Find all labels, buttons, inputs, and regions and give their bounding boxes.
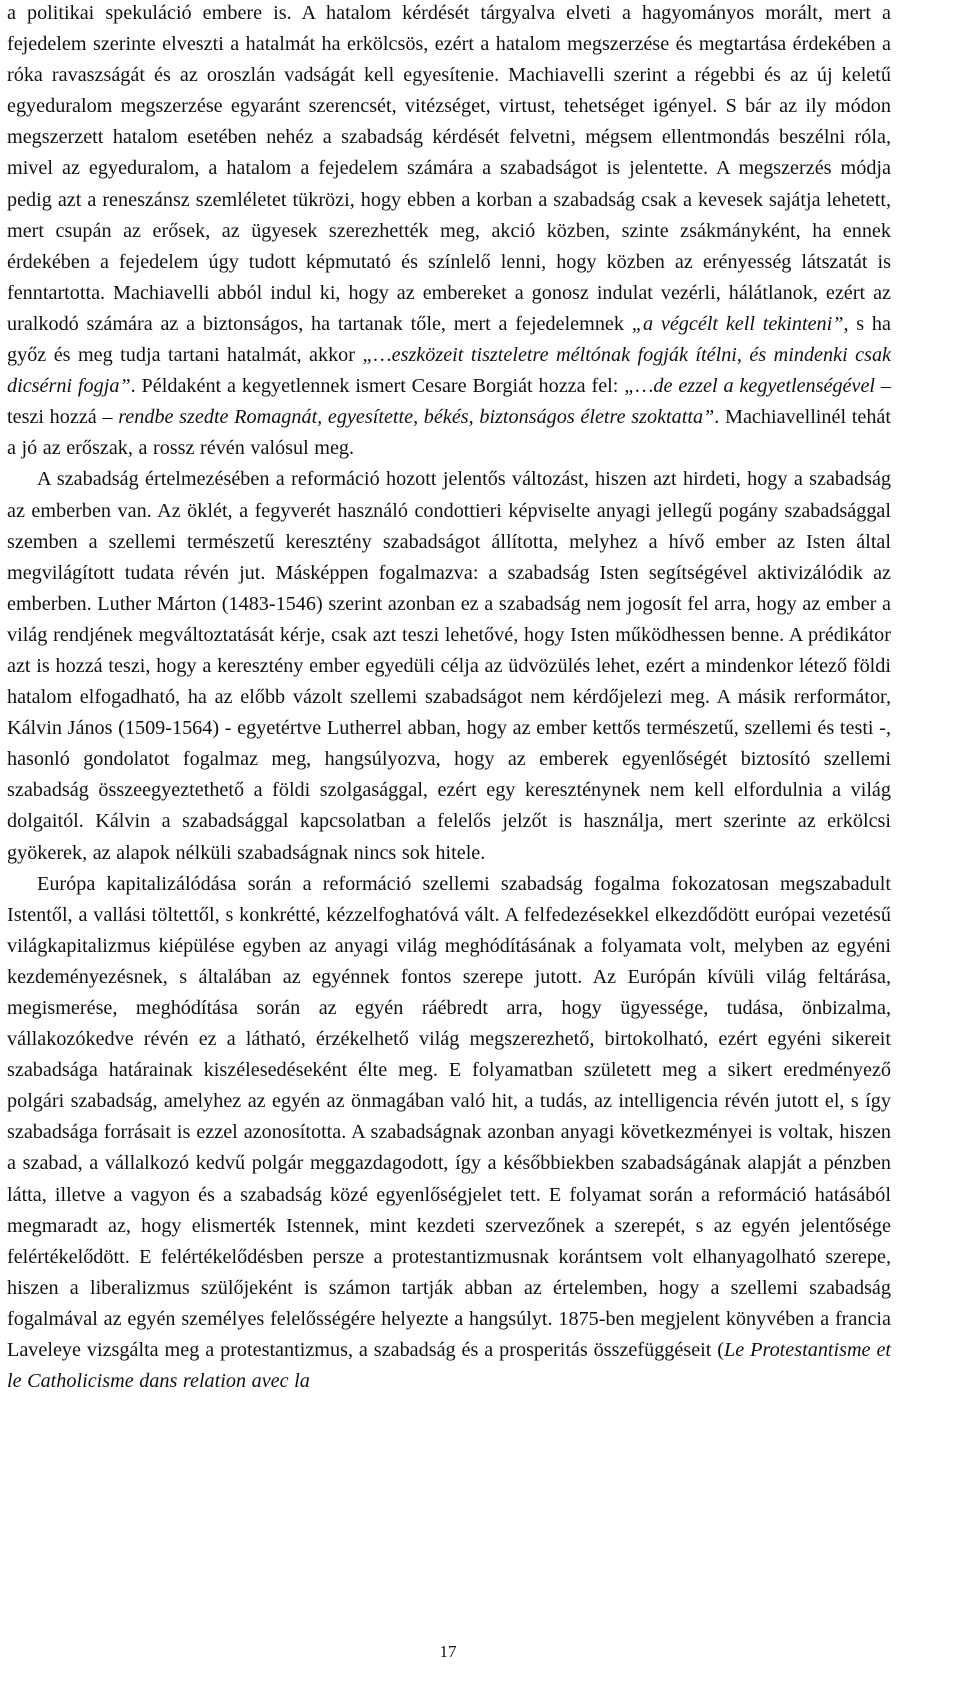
text-segment: A szabadság értelmezésében a reformáció hozott jelentős változást, hiszen azt hirdeti, hogy a szabadság az emberben van. Az öklét, a fegyverét használó condottieri képviselte anyagi jellegű pogány szabadsággal szemben a szellemi természetű keresztény szabadságot állította, melyhez a hívő ember az Isten által megvilágított tudata révén jut. Másképpen fogalmazva: a szabadság Isten segítségével aktivizálódik az emberben. Luther Márton (1483-1546) szerint azonban ez a szabadság nem jogosít fel arra, hogy az ember a világ rendjének megváltoztatását kérje, csak azt teszi lehetővé, hogy Isten működhessen benne. A prédikátor azt is hozzá teszi, hogy a keresztény ember egyedüli célja az üdvözülés lehet, ezért a mindenkor létező földi hatalom elfogadható, ha az előbb vázolt szellemi szabadságot nem kérdőjelezi meg. A másik rerformátor, Kálvin János (1509-1564) - egyetértve Lutherrel abban, hogy az ember kettős természetű, szellemi és testi -, hasonló gondolatot fogalmaz meg, hangsúlyozva, hogy az emberek egyenlőségét biztosító szellemi szabadság összeegyeztethető a földi szolgasággal, ezért egy kereszténynek nem kell elfordulnia a világ dolgaitól. Kálvin a szabadsággal kapcsolatban a felelős jelzőt is használja, mert szerinte az erkölcsi gyökerek, az alapok nélküli szabadságnak nincs sok hitele. [7,468,891,864]
paragraph [7,0,891,464]
body-text [7,0,891,1397]
italic-quote-segment: Le Protestantisme et le Catholicisme dans relation avec la [7,1339,892,1393]
italic-quote-segment: „…de ezzel a kegyetlenségével [624,375,876,398]
text-segment: a politikai spekuláció embere is. A hatalom kérdését tárgyalva elveti a hagyományos morált, mert a fejedelem szerinte elveszti a hatalmát ha erkölcsös, ezért a hatalom megszerzése és megtartása érdekében a róka ravaszságát és az oroszlán vadságát kell egyesítenie. Machiavelli szerint a régebbi és az új keletű egyeduralom megszerzése egyaránt szerencsét, vitézséget, virtust, tehetséget igényel. S bár az ily módon megszerzett hatalom esetében nehéz a szabadság kérdését felvetni, mégsem ellentmondás beszélni róla, mivel az egyeduralom, a hatalom a fejedelem számára a szabadságot is jelentette. A megszerzés módja pedig azt a reneszánsz szemléletet tükrözi, hogy ebben a korban a szabadság csak a kevesek sajátja lehetett, mert csupán az erősek, az ügyesek szerezhették meg, akció közben, szinte zsákmányként, ha ennek érdekében a fejedelem úgy tudott képmutató és színlelő lenni, hogy közben az erényesség látszatát is fenntartotta. Machiavelli abból indul ki, hogy az embereket a gonosz indulat vezérli, hálátlanok, ezért az uralkodó számára az a biztonságos, ha tartanak tőle, mert a fejedelemnek [7,2,891,335]
text-segment: , s ha győz és meg tudja tartani hatalmát, akkor [7,312,891,367]
document-page [7,0,891,1397]
text-segment: . Machiavellinél tehát a jó az erőszak, a rossz révén valósul meg. [7,406,891,460]
italic-quote-segment: rendbe szedte Romagnát, egyesítette, békés, biztonságos életre szoktatta” [118,406,715,429]
paragraph [7,869,891,1398]
italic-quote-segment: „a végcélt kell tekinteni” [631,312,844,335]
italic-quote-segment: „…eszközeit tiszteletre méltónak fogják ítélni, és mindenki csak dicsérni fogja” [7,344,891,398]
text-segment: . Példaként a kegyetlennek ismert Cesare Borgiát hozza fel: [130,375,625,398]
text-segment: Európa kapitalizálódása során a reformáció szellemi szabadság fogalma fokozatosan megszabadult Istentől, a vallási töltettől, s konkrétté, kézzelfoghatóvá vált. A felfedezésekkel elkezdődött európai vezetésű világkapitalizmus kiépülése egyben az anyagi világ meghódításának a folyamata volt, melyben az egyéni kezdeményezésnek, s általában az egyénnek fontos szerepe jutott. Az Európán kívüli világ feltárása, megismerése, meghódítása során az egyén ráébredt arra, hogy ügyessége, tudása, önbizalma, vállakozókedve révén ez a látható, érzékelhető világ megszerezhető, birtokolható, ezért egyéni sikereit szabadsága határainak kiszélesedéseként élte meg. E folyamatban született meg a sikert eredményező polgári szabadság, amelyhez az egyén az önmagában való hit, a tudás, az intelligencia révén jutott el, s így szabadsága forrásait is ezzel azonosította. A szabadságnak azonban anyagi következményei is voltak, hiszen a szabad, a vállalkozó kedvű polgár meggazdagodott, így a későbbiekben szabadságának alapját a pénzben látta, illetve a vagyon és a szabadság közé egyenlőségjelet tett. E folyamat során a reformáció hatásából megmaradt az, hogy elismerték Istennek, mint kezdeti szervezőnek a szerepét, s az egyén jelentősége felértékelődött. E felértékelődésben persze a protestantizmusnak korántsem volt elhanyagolható szerepe, hiszen a liberalizmus szülőjeként is számon tartják abban az értelemben, hogy a szellemi szabadság fogalmával az egyén személyes felelősségére helyezte a hangsúlyt. 1875-ben megjelent könyvében a francia Laveleye vizsgálta meg a protestantizmus, a szabadság és a prosperitás összefüggéseit ( [7,872,891,1362]
paragraph [7,464,891,868]
page-number: 17 [439,1642,457,1661]
text-segment: – teszi hozzá – [7,375,892,429]
